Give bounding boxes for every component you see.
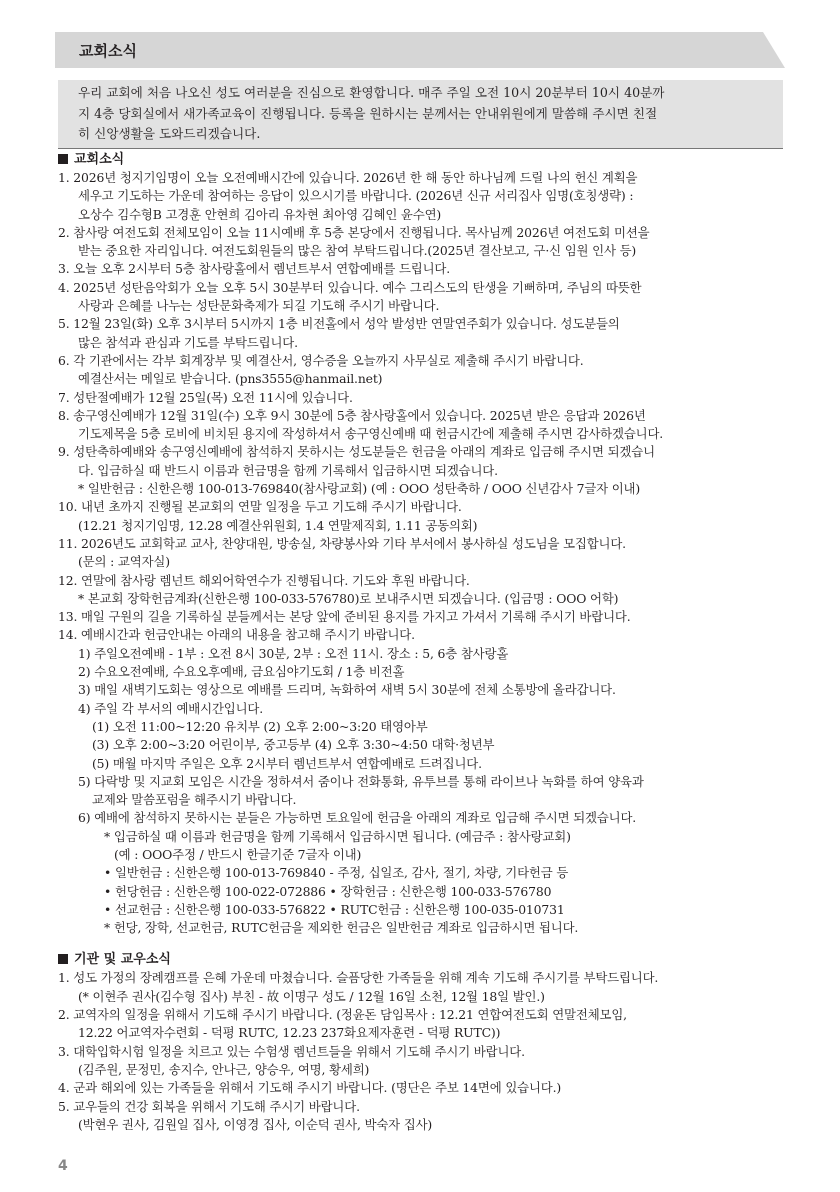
- section-heading-church-news: [58, 150, 788, 169]
- news-line: 14. 예배시간과 헌금안내는 아래의 내용을 참고해 주시기 바랍니다.: [58, 627, 415, 643]
- news-line: 12. 연말에 참사랑 렘넌트 해외어학연수가 진행됩니다. 기도와 후원 바랍니다.: [58, 572, 470, 588]
- news-line: 5) 다락방 및 지교회 모임은 시간을 정하셔서 줌이나 전화통화, 유투브를 통해 라이브나 녹화를 하여 양육과: [78, 773, 644, 789]
- header-title: 교회소식: [79, 42, 137, 60]
- news-line: (박현우 권사, 김원일 집사, 이영경 집사, 이순덕 권사, 박숙자 집사): [78, 1116, 433, 1132]
- section-gap: [58, 937, 788, 950]
- news-line: * 본교회 장학헌금계좌(신한은행 100-033-576780)로 보내주시면 되겠습니다. (입금명 : OOO 어학): [78, 590, 619, 606]
- news-line: 9. 성탄축하예배와 송구영신예배에 참석하지 못하시는 성도분들은 헌금을 아래의 계좌로 입금해 주시면 되겠습니: [58, 444, 655, 460]
- news-line: (12.21 청지기임명, 12.28 예결산위원회, 1.4 연말제직회, 1.11 공동의회): [78, 517, 478, 533]
- news-line: 3) 매일 새벽기도회는 영상으로 예배를 드리며, 녹화하여 새벽 5시 30분에 전체 소통방에 올라갑니다.: [78, 682, 616, 698]
- news-line: 12.22 어교역자수련회 - 덕평 RUTC, 12.23 237화요제자훈련 - 덕평 RUTC)): [78, 1025, 501, 1041]
- news-line: 받는 중요한 자리입니다. 여전도회원들의 많은 참여 부탁드립니다.(2025년 결산보고, 구·신 임원 인사 등): [78, 243, 637, 259]
- news-line: 5. 교우들의 건강 회복을 위해서 기도해 주시기 바랍니다.: [58, 1098, 360, 1114]
- welcome-line: 우리 교회에 처음 나오신 성도 여러분을 진심으로 환영합니다. 매주 주일 오전 10시 20분부터 10시 40분까: [78, 85, 665, 100]
- news-line: * 일반헌금 : 신한은행 100-013-769840(참사랑교회) (예 : OOO 성탄축하 / OOO 신년감사 7글자 이내): [78, 481, 641, 497]
- news-line: 예결산서는 메일로 받습니다. (pns3555@hanmail.net): [78, 371, 383, 387]
- news-line: 오상수 김수형B 고경훈 안현희 김아리 유차현 최아영 김혜인 윤수연): [78, 206, 442, 222]
- news-line: * 헌당, 장학, 선교헌금, RUTC헌금을 제외한 헌금은 일반헌금 계좌로 입금하시면 됩니다.: [104, 920, 579, 936]
- news-line: (김주원, 문정민, 송지수, 안나근, 양승우, 여명, 황세희): [78, 1061, 370, 1077]
- news-line: 사랑과 은혜를 나누는 성탄문화축제가 되길 기도해 주시기 바랍니다.: [78, 298, 440, 314]
- news-line: 7. 성탄절예배가 12월 25일(목) 오전 11시에 있습니다.: [58, 389, 353, 405]
- news-line: 2) 수요오전예배, 수요오후예배, 금요심야기도회 / 1층 비전홀: [78, 664, 405, 680]
- news-line: 13. 매일 구원의 길을 기록하실 분들께서는 본당 앞에 준비된 용지를 가지고 가셔서 기록해 주시기 바랍니다.: [58, 609, 631, 625]
- news-line: 4. 군과 해외에 있는 가족들을 위해서 기도해 주시기 바랍니다. (명단은 주보 14면에 있습니다.): [58, 1080, 562, 1096]
- section-heading-member-news: [58, 950, 788, 969]
- news-line: 3. 오늘 오후 2시부터 5층 참사랑홀에서 렘넌트부서 연합예배를 드립니다.: [58, 261, 451, 277]
- news-line: • 일반헌금 : 신한은행 100-013-769840 - 주정, 십일조, 감사, 절기, 차량, 기타헌금 등: [104, 865, 569, 881]
- news-line: * 입금하실 때 이름과 헌금명을 함께 기록해서 입금하시면 됩니다. (예금주 : 참사랑교회): [104, 828, 571, 844]
- welcome-line: 지 4층 당회실에서 새가족교육이 진행됩니다. 등록을 원하시는 분께서는 안내위원에게 말씀해 주시면 친절: [78, 105, 658, 121]
- news-line: (5) 매월 마지막 주일은 오후 2시부터 렘넌트부서 연합예배로 드려집니다.: [92, 755, 482, 771]
- welcome-box: [58, 80, 783, 149]
- news-line: 3. 대학입학시험 일정을 치르고 있는 수험생 렘넌트들을 위해서 기도해 주시기 바랍니다.: [58, 1043, 525, 1059]
- news-line: 1) 주일오전예배 - 1부 : 오전 8시 30분, 2부 : 오전 11시. 장소 : 5, 6층 참사랑홀: [78, 645, 509, 661]
- news-line: • 선교헌금 : 신한은행 100-033-576822 • RUTC헌금 : 신한은행 100-035-010731: [104, 901, 565, 917]
- news-line: (1) 오전 11:00~12:20 유치부 (2) 오후 2:00~3:20 태영아부: [92, 718, 428, 734]
- square-bullet-icon: [58, 954, 68, 964]
- news-line: (* 이현주 권사(김수형 집사) 부친 - 故 이명구 성도 / 12월 16일 소천, 12월 18일 발인.): [78, 988, 545, 1004]
- section-heading-label: 교회소식: [74, 152, 125, 167]
- square-bullet-icon: [58, 154, 68, 164]
- news-line: 6. 각 기관에서는 각부 회계장부 및 예결산서, 영수증을 오늘까지 사무실로 제출해 주시기 바랍니다.: [58, 352, 584, 368]
- section-heading-label: 기관 및 교우소식: [74, 952, 171, 968]
- news-line: 다. 입금하실 때 반드시 이름과 헌금명을 함께 기록해서 입금하시면 되겠습니다.: [78, 462, 498, 478]
- news-line: • 헌당헌금 : 신한은행 100-022-072886 • 장학헌금 : 신한은행 100-033-576780: [104, 883, 552, 899]
- page-number: 4: [58, 1158, 68, 1174]
- news-line: 6) 예배에 참석하지 못하시는 분들은 가능하면 토요일에 헌금을 아래의 계좌로 입금해 주시면 되겠습니다.: [78, 810, 637, 826]
- news-line: 4) 주일 각 부서의 예배시간입니다.: [78, 700, 264, 716]
- news-line: 11. 2026년도 교회학교 교사, 찬양대원, 방송실, 차량봉사와 기타 부서에서 봉사하실 성도님을 모집합니다.: [58, 535, 626, 551]
- header-corner-notch: [763, 32, 785, 68]
- header-band: [55, 32, 785, 68]
- news-content: [58, 150, 788, 1134]
- news-line: 기도제목을 5층 로비에 비치된 용지에 작성하셔서 송구영신예배 때 헌금시간에 제출해 주시면 감사하겠습니다.: [78, 426, 664, 442]
- news-line: 4. 2025년 성탄음악회가 오늘 오후 5시 30분부터 있습니다. 예수 그리스도의 탄생을 기뻐하며, 주님의 따뜻한: [58, 279, 642, 295]
- welcome-line: 히 신앙생활을 도와드리겠습니다.: [78, 126, 261, 141]
- news-line: 10. 내년 초까지 진행될 본교회의 연말 일정을 두고 기도해 주시기 바랍니다.: [58, 499, 462, 515]
- news-line: 세우고 기도하는 가운데 참여하는 응답이 있으시기를 바랍니다. (2026년 신규 서리집사 임명(호칭생략) :: [78, 188, 634, 204]
- news-line: 많은 참석과 관심과 기도를 부탁드립니다.: [78, 334, 298, 350]
- news-line: (3) 오후 2:00~3:20 어린이부, 중고등부 (4) 오후 3:30~4:50 대학·청년부: [92, 737, 495, 753]
- news-line: (문의 : 교역자실): [78, 554, 170, 570]
- news-line: 교제와 말씀포럼을 해주시기 바랍니다.: [92, 792, 297, 808]
- news-line: 5. 12월 23일(화) 오후 3시부터 5시까지 1층 비전홀에서 성악 발성반 연말연주회가 있습니다. 성도분들의: [58, 316, 620, 332]
- news-line: (예 : OOO주정 / 반드시 한글기준 7글자 이내): [114, 846, 362, 862]
- news-line: 1. 2026년 청지기임명이 오늘 오전예배시간에 있습니다. 2026년 한 해 동안 하나님께 드릴 나의 헌신 계획을: [58, 170, 638, 185]
- news-line: 1. 성도 가정의 장례캠프를 은혜 가운데 마쳤습니다. 슬픔당한 가족들을 위해 계속 기도해 주시기를 부탁드립니다.: [58, 970, 659, 986]
- news-line: 8. 송구영신예배가 12월 31일(수) 오후 9시 30분에 5층 참사랑홀에서 있습니다. 2025년 받은 응답과 2026년: [58, 407, 646, 423]
- news-line: 2. 참사랑 여전도회 전체모임이 오늘 11시예배 후 5층 본당에서 진행됩니다. 목사님께 2026년 여전도회 미션을: [58, 224, 650, 240]
- news-line: 2. 교역자의 일정을 위해서 기도해 주시기 바랍니다. (정윤돈 담임목사 : 12.21 연합여전도회 연말전체모임,: [58, 1007, 627, 1023]
